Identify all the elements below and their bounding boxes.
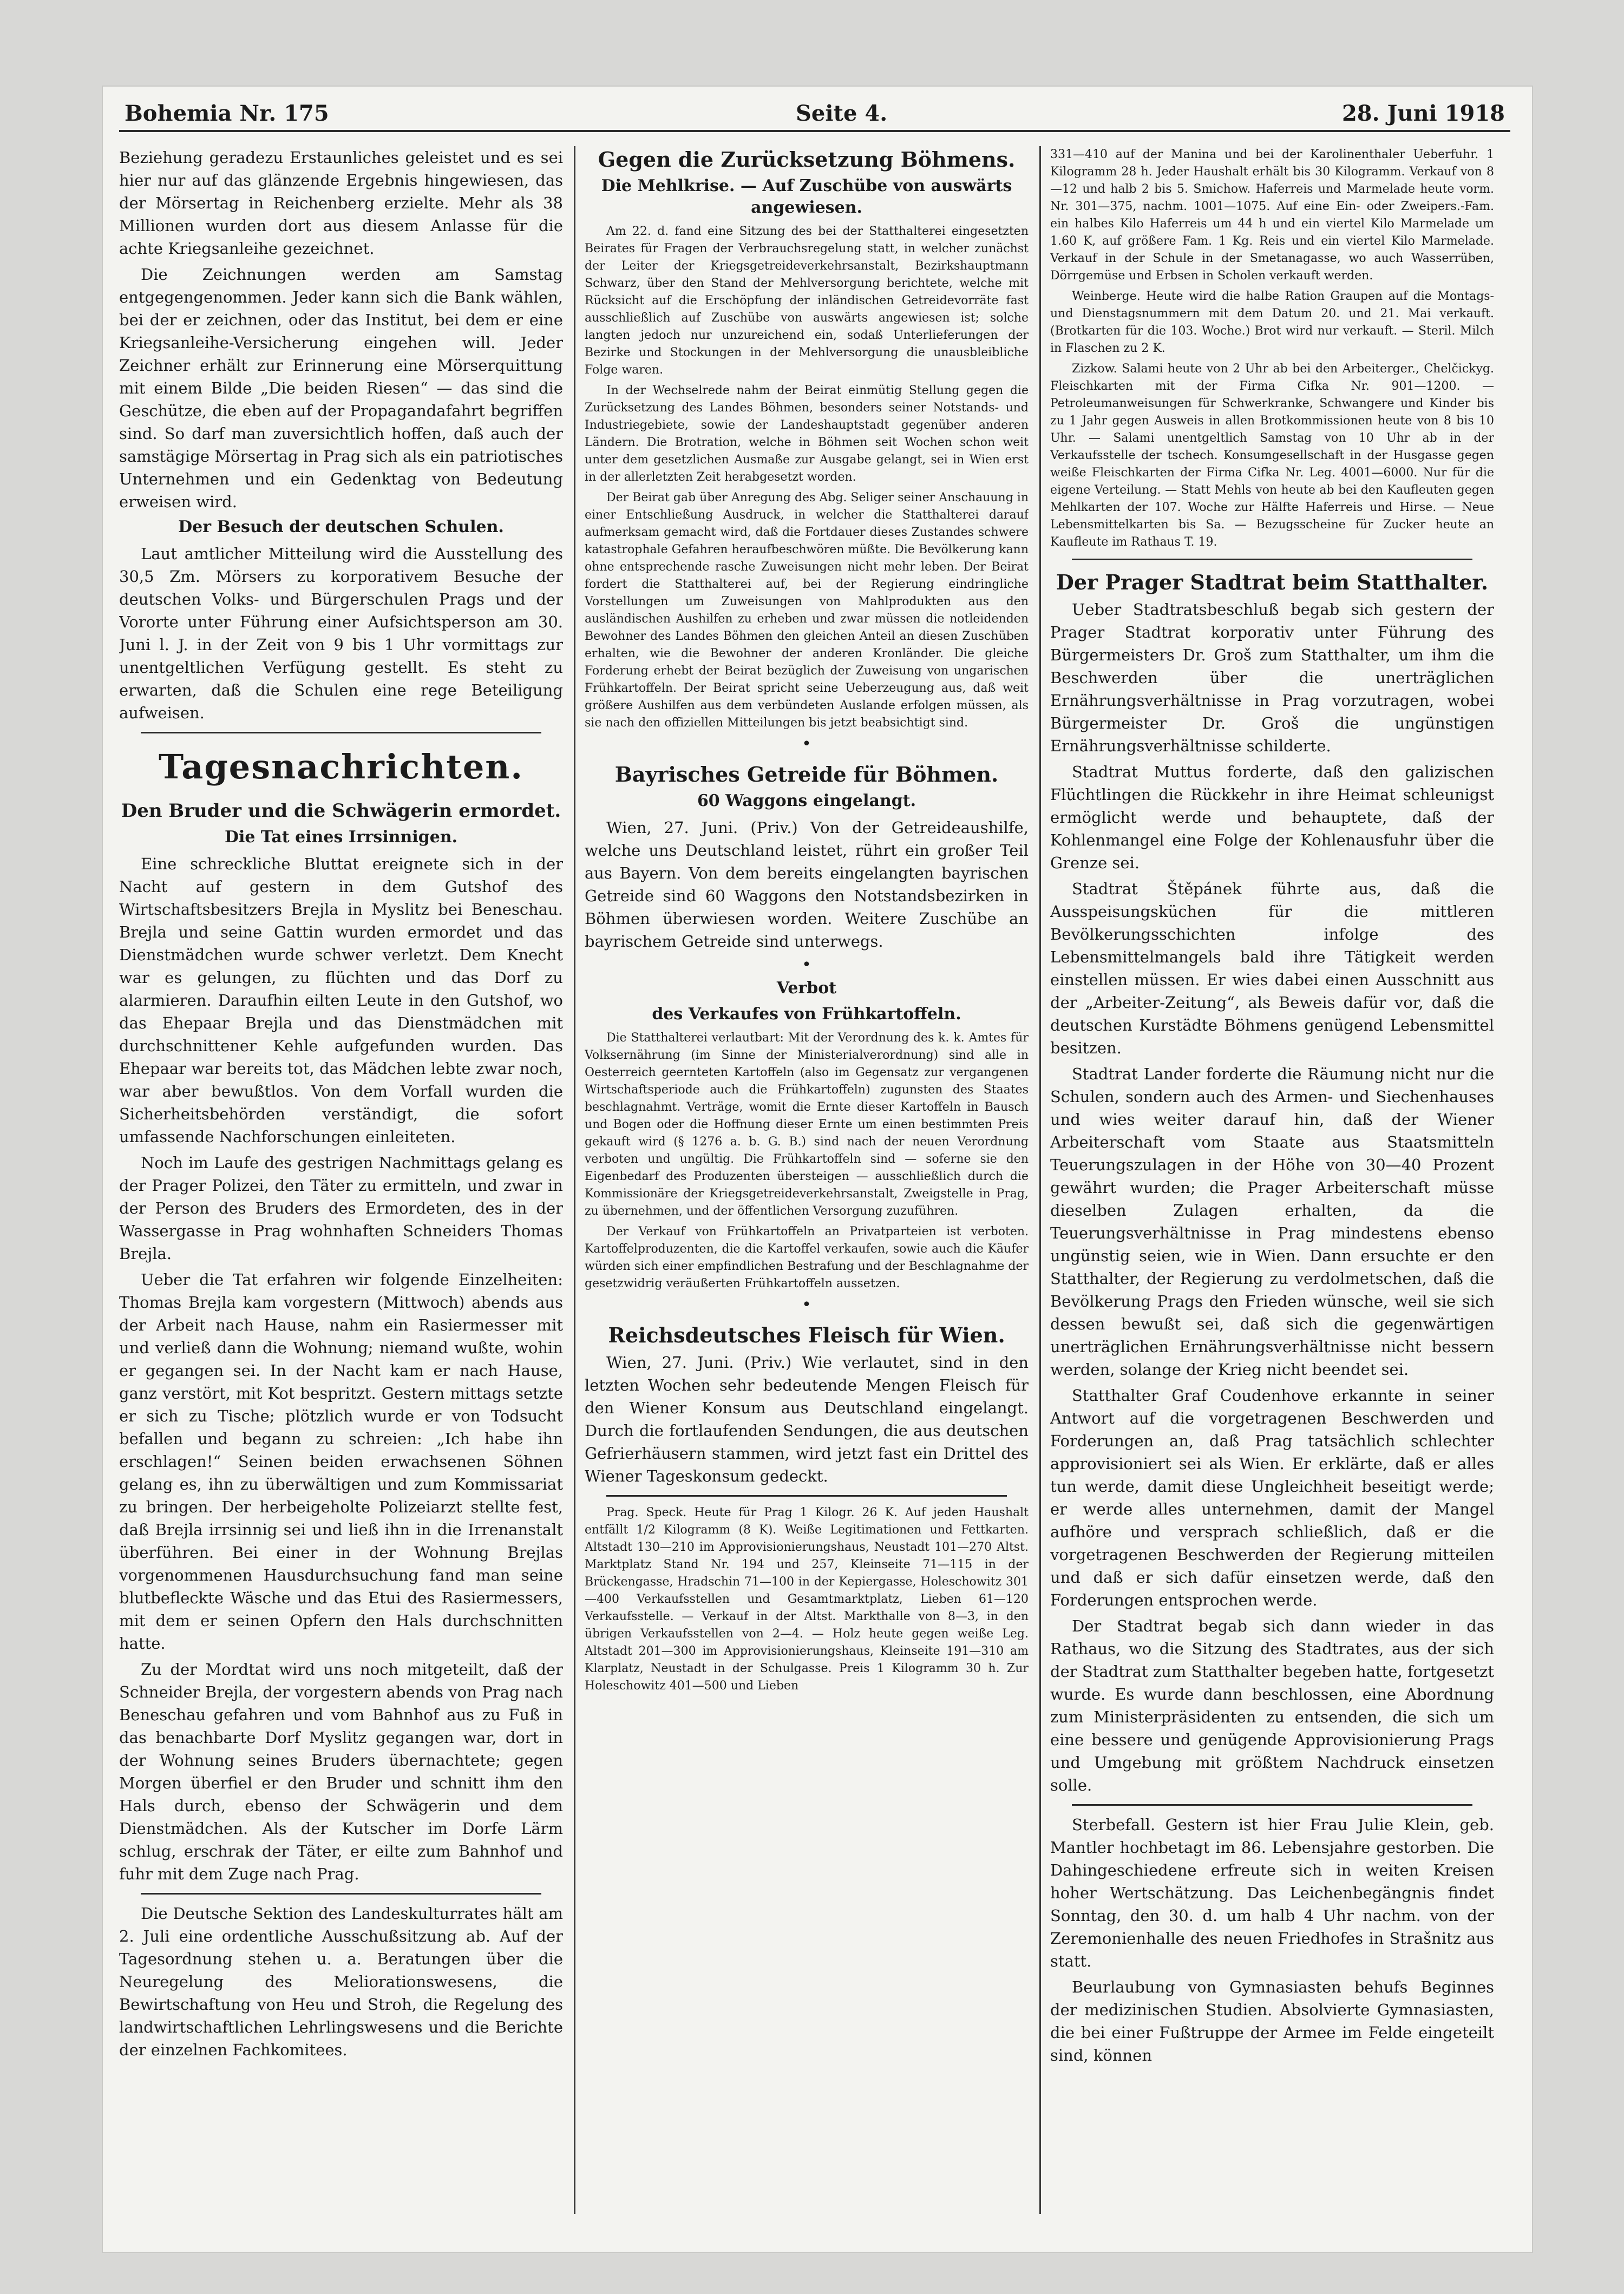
newspaper-page (103, 87, 1532, 2252)
column-1 (119, 146, 563, 2225)
article-heading: Bayrisches Getreide für Böhmen. (614, 762, 999, 786)
article-subheading: Die Mehlkrise. — Auf Zuschübe von auswärts angewiesen. (601, 176, 1012, 217)
separator-dot: • (802, 955, 811, 974)
article-text: Der Beirat gab über Anregung des Abg. Seliger seiner Anschauung in einer Entschließung Ausdruck, in welcher die Statthalterei darauf aufmerksam gemacht wird, daß die Fortdauer dieses Zustandes schwere katastrophale Gefahren heraufbeschwören müßte. Die Bevölkerung kann ohne entsprechende rasche Zuweisungen nicht mehr leben. Der Beirat fordert die Statthalterei auf, bei der Regierung eindringliche Vorstellungen um Zuweisungen von Mahlprodukten aus den ausländischen Aushilfen zu erheben und zwar müssen die notleidenden Bewohner des Landes Böhmen den gleichen Anteil an diesen Zuschüben erhalten, wie die Bewohner der anderen Kronländer. Die gleiche Forderung erhebt der Beirat bezüglich der Zuweisung von ungarischen Frühkartoffeln. Der Beirat spricht seine Ueberzeugung aus, daß weit größere Aushilfen aus dem verbündeten Auslande erfolgen müssen, als sie nach den offiziellen Mitteilungen bis jetzt beabsichtigt sind. (585, 491, 1029, 730)
article-text: Noch im Laufe des gestrigen Nachmittags gelang es der Prager Polizei, den Täter zu ermitteln, und zwar in der Person des Bruders des Ermordeten, des in der Wassergasse in Prag wohnhaften Schneiders Thomas Brejla. (119, 1153, 563, 1263)
article-text: Am 22. d. fand eine Sitzung des bei der Statthalterei eingesetzten Beirates für Fragen der Verbrauchsregelung statt, in welcher zunächst der Leiter der Kriegsgetreideverkehrsanstalt, Bezirkshauptmann Schwarz, über den Stand der Mehlversorgung berichtete, welche mit Rücksicht auf die Erschöpfung der inländischen Getreidevorräte fast ausschließlich auf Zuschübe von auswärts angewiesen ist; solche langten jedoch nur unzureichend ein, sodaß Unterlieferungen der Bezirke und Stockungen in der Mehlversorgung die unausbleibliche Folge waren. (585, 225, 1029, 377)
issue-number: Bohemia Nr. 175 (125, 101, 329, 126)
notice-text: Zizkow. Salami heute von 2 Uhr ab bei den Arbeiterger., Chelčickyg. Fleischkarten mit der Firma Cifka Nr. 901—1200. — Petroleumanweisungen für Schwerkranke, Schwangere und Kinder bis zu 1 Jahr gegen Ausweis in allen Brotkommissionen heute von 8 bis 10 Uhr. — Salami unentgeltlich Samstag von 10 Uhr ab in der Verkaufsstelle der tschech. Konsumgesellschaft in der Husgasse gegen weiße Fleischkarten der Firma Cifka Nr. Leg. 4001—6000. Nur für die eigene Verteilung. — Statt Mehls von heute ab bei den Kaufleuten gegen Mehlkarten der 107. Woche zur Hälfte Haferreis und Hirse. — Neue Lebensmittelkarten bis Sa. — Bezugsscheine für Zucker heute an Kaufleute im Rathaus T. 19. (1050, 362, 1494, 549)
page-number: Seite 4. (796, 101, 888, 126)
article-text: Beurlaubung von Gymnasiasten behufs Beginnes der medizinischen Studien. Absolvierte Gymnasiasten, die bei einer Fußtruppe der Armee im Felde eingeteilt sind, können (1050, 1978, 1494, 2064)
article-text: Beziehung geradezu Erstaunliches geleistet und es sei hier nur auf das glänzende Ergebnis hingewiesen, das der Mörsertag in Reichenberg erzielte. Mehr als 38 Millionen wurden dort aus diesem Anlasse für die achte Kriegsanleihe gezeichnet. (119, 148, 563, 258)
article-text: In der Wechselrede nahm der Beirat einmütig Stellung gegen die Zurücksetzung des Landes Böhmen, besonders seiner Notstands- und Industriegebiete, sowie der Landeshauptstadt gegenüber anderen Ländern. Die Brotration, welche in Böhmen seit Wochen schon weit unter dem gesetzlichen Ausmaße zur Ausgabe gelangt, sei in Wien erst in der allerletzten Zeit herabgesetzt worden. (585, 384, 1029, 484)
column-2 (585, 146, 1029, 2225)
article-text: Die Deutsche Sektion des Landeskulturrates hält am 2. Juli eine ordentliche Ausschußsitzung ab. Auf der Tagesordnung stehen u. a. Beratungen über die Neuregelung des Meliorationswesens, die Bewirtschaftung von Heu und Stroh, die Regelung des landwirtschaftlichen Lehrlingswesens und die Berichte der einzelnen Fachkomitees. (119, 1904, 563, 2059)
article-text: Die Zeichnungen werden am Samstag entgegengenommen. Jeder kann sich die Bank wählen, bei der er zeichnen, oder das Institut, bei dem er eine Kriegsanleihe-Versicherung eingehen will. Jeder Zeichner erhält zur Erinnerung eine Mörserquittung mit einem Bilde „Die beiden Riesen“ — das sind die Geschütze, die eben auf der Propagandafahrt begriffen sind. So darf man zuversichtlich hoffen, daß auch der samstägige Mörsertag in Prag sich als ein patriotisches Unternehmen und ein Gedenktag von Bedeutung erweisen wird. (119, 265, 563, 511)
article-text: Die Statthalterei verlautbart: Mit der Verordnung des k. k. Amtes für Volksernährung (im Sinne der Ministerialverordnung) sind alle in Oesterreich geernteten Kartoffeln (also im Gegensatz zur vergangenen Wirtschaftsperiode auch die Frühkartoffeln) zugunsten des Staates beschlagnahmt. Verträge, womit die Ernte dieser Kartoffeln in Bausch und Bogen oder die Hoffnung dieser Ernte um einen bestimmten Preis gekauft wird (§ 1276 a. b. G. B.) sind nach der neuen Verordnung verboten und ungültig. Die Frühkartoffeln sind — soferne sie den Eigenbedarf des Produzenten übersteigen — ausschließlich durch die Kommissionäre der Kriegsgetreideverkehrsanstalt, Zweigstelle in Prag, zu übernehmen, und der öffentlichen Versorgung zuzuführen. (585, 1031, 1029, 1218)
section-heading: Der Besuch der deutschen Schulen. (178, 517, 504, 536)
issue-date: 28. Juni 1918 (1341, 101, 1505, 126)
column-rule (1039, 146, 1041, 2214)
article-text: Wien, 27. Juni. (Priv.) Von der Getreideaushilfe, welche uns Deutschland leistet, rührt ein großer Teil aus Bayern. Von dem bereits eingelangten bayrischen Getreide sind 60 Waggons den Notstandsbezirken in Böhmen überwiesen worden. Weitere Zuschübe an bayrischem Getreide sind unterwegs. (585, 818, 1029, 951)
article-text: Laut amtlicher Mitteilung wird die Ausstellung des 30,5 Zm. Mörsers zu korporativem Besuche der deutschen Volks- und Bürgerschulen Prags und der Vororte unter Führung einer Aufsichtsperson am 30. Juni l. J. in der Zeit von 9 bis 1 Uhr vormittags zur unentgeltlichen Verfügung gestellt. Es steht zu erwarten, daß die Schulen eine rege Beteiligung aufweisen. (119, 545, 563, 722)
divider (1072, 559, 1472, 560)
article-text: Der Stadtrat begab sich dann wieder in das Rathaus, wo die Sitzung des Stadtrates, aus der sich der Stadtrat zum Statthalter begeben hatte, fortgesetzt wurde. Es wurde dann beschlossen, eine Abordnung zum Ministerpräsidenten zu entsenden, die sich um eine bessere und genügende Approvisionierung Prags und Umgebung mit größtem Nachdruck einsetzen solle. (1050, 1617, 1494, 1794)
article-heading: Reichsdeutsches Fleisch für Wien. (608, 1323, 1005, 1347)
notice-text: 331—410 auf der Manina und bei der Karolinenthaler Ueberfuhr. 1 Kilogramm 28 h. Jeder Haushalt erhält bis 30 Kilogramm. Verkauf von 8—12 und halb 2 bis 5. Smichow. Haferreis und Marmelade heute vorm. Nr. 301—375, nachm. 1001—1075. Auf eine Ein- oder Zweipers.-Fam. ein halbes Kilo Haferreis um 44 h und ein viertel Kilo Marmelade um 1.60 K, auf größere Fam. 1 Kg. Reis und ein viertel Kilo Marmelade. Verkauf in der Schule in der Smetanagasse, wo auch Wasserrüben, Dörrgemüse und Erbsen in Scholen verkauft werden. (1050, 148, 1494, 283)
article-heading: Den Bruder und die Schwägerin ermordet. (121, 800, 561, 822)
divider (1072, 1804, 1472, 1806)
article-text: Stadtrat Štěpánek führte aus, daß die Ausspeisungsküchen für die mittleren Bevölkerungsschichten infolge des Lebensmittelmangels bald ihre Tätigkeit werden einstellen müssen. Er wies dabei einen Ausschnitt aus der „Arbeiter-Zeitung“, als Beweis dafür vor, daß die deutschen Kurstädte Böhmens genügend Lebensmittel besitzen. (1050, 880, 1494, 1057)
column-3 (1050, 146, 1494, 2225)
news-heading: Tagesnachrichten. (159, 747, 523, 786)
article-subheading: 60 Waggons eingelangt. (697, 791, 916, 810)
article-text: Der Verkauf von Frühkartoffeln an Privatparteien ist verboten. Kartoffelproduzenten, die die Kartoffel verkaufen, sowie auch die Käufer würden sich einer empfindlichen Bestrafung und der Beschlagnahme der gesetzwidrig veräußerten Frühkartoffeln aussetzen. (585, 1225, 1029, 1290)
article-text: Eine schreckliche Bluttat ereignete sich in der Nacht auf gestern in dem Gutshof des Wirtschaftsbesitzers Brejla in Myslitz bei Beneschau. Brejla und seine Gattin wurden ermordet und das Dienstmädchen wurde schwer verletzt. Dem Knecht war es gelungen, zu flüchten und das Dorf zu alarmieren. Daraufhin eilten Leute in den Gutshof, wo das Ehepaar Brejla und das Dienstmädchen mit durchschnittener Kehle aufgefunden wurden. Das Ehepaar war bereits tot, das Mädchen lebte zwar noch, war aber bewußtlos. Von dem Vorfall wurden die Sicherheitsbehörden verständigt, die sofort umfassende Nachforschungen einleiteten. (119, 855, 563, 1146)
column-rule (574, 146, 575, 2214)
divider (141, 732, 541, 733)
divider (141, 1893, 541, 1895)
article-subheading: Die Tat eines Irrsinnigen. (224, 828, 458, 847)
article-subheading: des Verkaufes von Frühkartoffeln. (652, 1005, 961, 1024)
article-text: Stadtrat Lander forderte die Räumung nicht nur die Schulen, sondern auch des Armen- und Siechenhauses und wies weiter darauf hin, daß der Wiener Arbeiterschaft vom Staate aus Staatsmitteln Teuerungszulagen in der Höhe von 30—40 Prozent gewährt wurden; die Prager Arbeiterschaft müsse dieselben Zulagen erhalten, da die Teuerungsverhältnisse in Prag mindestens ebenso ungünstig seien, wie in Wien. Dann ersuchte er den Statthalter, der Regierung zu verdolmetschen, daß die Bevölkerung Prags den Frieden wünsche, weil sie sich dessen bewußt sei, daß sich die gegenwärtigen unerträglichen Ernährungsverhältnisse nicht bessern werden, solange der Krieg nicht beendet sei. (1050, 1065, 1494, 1379)
article-text: Zu der Mordtat wird uns noch mitgeteilt, daß der Schneider Brejla, der vorgestern abends von Prag nach Beneschau gefahren und vom Bahnhof aus zu Fuß in das benachbarte Dorf Myslitz gegangen war, dort in der Wohnung seines Bruders übernachtete; gegen Morgen überfiel er den Bruder und schnitt ihm den Hals durch, ebenso der Schwägerin und dem Dienstmädchen. Als der Kutscher im Dorfe Lärm schlug, erschrak der Täter, er eilte zum Bahnhof und fuhr mit dem Zuge nach Prag. (119, 1660, 563, 1883)
divider (606, 1495, 1007, 1497)
separator-dot: • (802, 1295, 811, 1314)
article-heading: Der Prager Stadtrat beim Statthalter. (1056, 570, 1489, 594)
article-heading: Gegen die Zurücksetzung Böhmens. (598, 147, 1016, 172)
masthead (119, 97, 1510, 132)
article-text: Stadtrat Muttus forderte, daß den galizischen Flüchtlingen die Rückkehr in ihre Heimat schleunigst ermöglicht werde und behauptete, daß der Kohlenmangel eine Folge der Kohlenausfuhr über die Grenze sei. (1050, 763, 1494, 872)
article-text: Wien, 27. Juni. (Priv.) Wie verlautet, sind in den letzten Wochen sehr bedeutende Mengen Fleisch für den Wiener Konsum aus Deutschland eingelangt. Durch die fortlaufenden Sendungen, die aus deutschen Gefrierhäusern stammen, wird jetzt fast ein Drittel des Wiener Tageskonsum gedeckt. (585, 1353, 1029, 1485)
article-text: Ueber Stadtratsbeschluß begab sich gestern der Prager Stadtrat korporativ unter Führung des Bürgermeisters Dr. Groš zum Statthalter, um ihm die Beschwerden über die unerträglichen Ernährungsverhältnisse in Prag vorzutragen, wobei Bürgermeister Dr. Groš die ungünstigen Ernährungsverhältnisse schilderte. (1050, 600, 1494, 755)
article-text: Sterbefall. Gestern ist hier Frau Julie Klein, geb. Mantler hochbetagt im 86. Lebensjahre gestorben. Die Dahingeschiedene erfreute sich in weiten Kreisen hoher Wertschätzung. Das Leichenbegängnis findet Sonntag, den 30. d. um halb 4 Uhr nachm. von der Zeremonienhalle des neuen Friedhofes in Strašnitz aus statt. (1050, 1815, 1494, 1970)
article-text: Statthalter Graf Coudenhove erkannte in seiner Antwort auf die vorgetragenen Beschwerden und Forderungen an, daß Prag tatsächlich schlechter approvisioniert sei als Wien. Er erklärte, daß er alles tun werde, damit diese Ungleichheit beseitigt werde; er werde alles unternehmen, damit der Mangel aufhöre und versprach schließlich, daß er die vorgetragenen Beschwerden der Regierung mitteilen und daß er sich dafür einsetzen werde, daß den Forderungen entsprochen werde. (1050, 1386, 1494, 1609)
article-heading: Verbot (776, 979, 837, 998)
separator-dot: • (802, 735, 811, 753)
notice-text: Prag. Speck. Heute für Prag 1 Kilogr. 26 K. Auf jeden Haushalt entfällt 1/2 Kilogramm (8 K). Weiße Legitimationen und Fettkarten. Altstadt 130—210 im Approvisionierungshaus, Neustadt 101—270 Altst. Marktplatz Stand Nr. 194 und 257, Kleinseite 71—115 in der Brückengasse, Hradschin 71—100 in der Kepiergasse, Holeschowitz 301—400 Verkaufsstellen und Gesamtmarktplatz, Lieben 61—120 Verkaufsstelle. — Verkauf in der Altst. Markthalle von 8—3, in den übrigen Verkaufsstellen von 2—4. — Holz heute gegen weiße Leg. Altstadt 201—300 im Approvisionierungshaus, Kleinseite 191—310 am Klarplatz, Neustadt in der Schulgasse. Preis 1 Kilogramm 30 h. Zur Holeschowitz 401—500 und Lieben (585, 1506, 1029, 1693)
notice-text: Weinberge. Heute wird die halbe Ration Graupen auf die Montags- und Dienstagsnummern mit dem Datum 20. und 21. Mai verkauft. (Brotkarten für die 103. Woche.) Brot wird nur verkauft. — Steril. Milch in Flaschen zu 2 K. (1050, 290, 1494, 355)
article-text: Ueber die Tat erfahren wir folgende Einzelheiten: Thomas Brejla kam vorgestern (Mittwoch) abends aus der Arbeit nach Hause, nahm ein Rasiermesser mit und verließ dann die Wohnung; niemand wußte, wohin er gegangen sei. In der Nacht kam er nach Hause, ganz verstört, mit Kot bespritzt. Gestern mittags setzte er sich zu Tische; plötzlich wurde er von Todsucht befallen und begann zu schreien: „Ich habe ihn erschlagen!“ Seinen beiden erwachsenen Söhnen gelang es, ihn zu überwältigen und zum Kommissariat zu bringen. Der herbeigeholte Polizeiarzt stellte fest, daß Brejla irrsinnig sei und ließ ihn in die Irrenanstalt überführen. Bei einer in der Wohnung Brejlas vorgenommenen Hausdurchsuchung fand man seine blutbefleckte Wäsche und das Etui des Rasiermessers, mit dem er seinen Opfern den Hals durchschnitten hatte. (119, 1270, 563, 1653)
